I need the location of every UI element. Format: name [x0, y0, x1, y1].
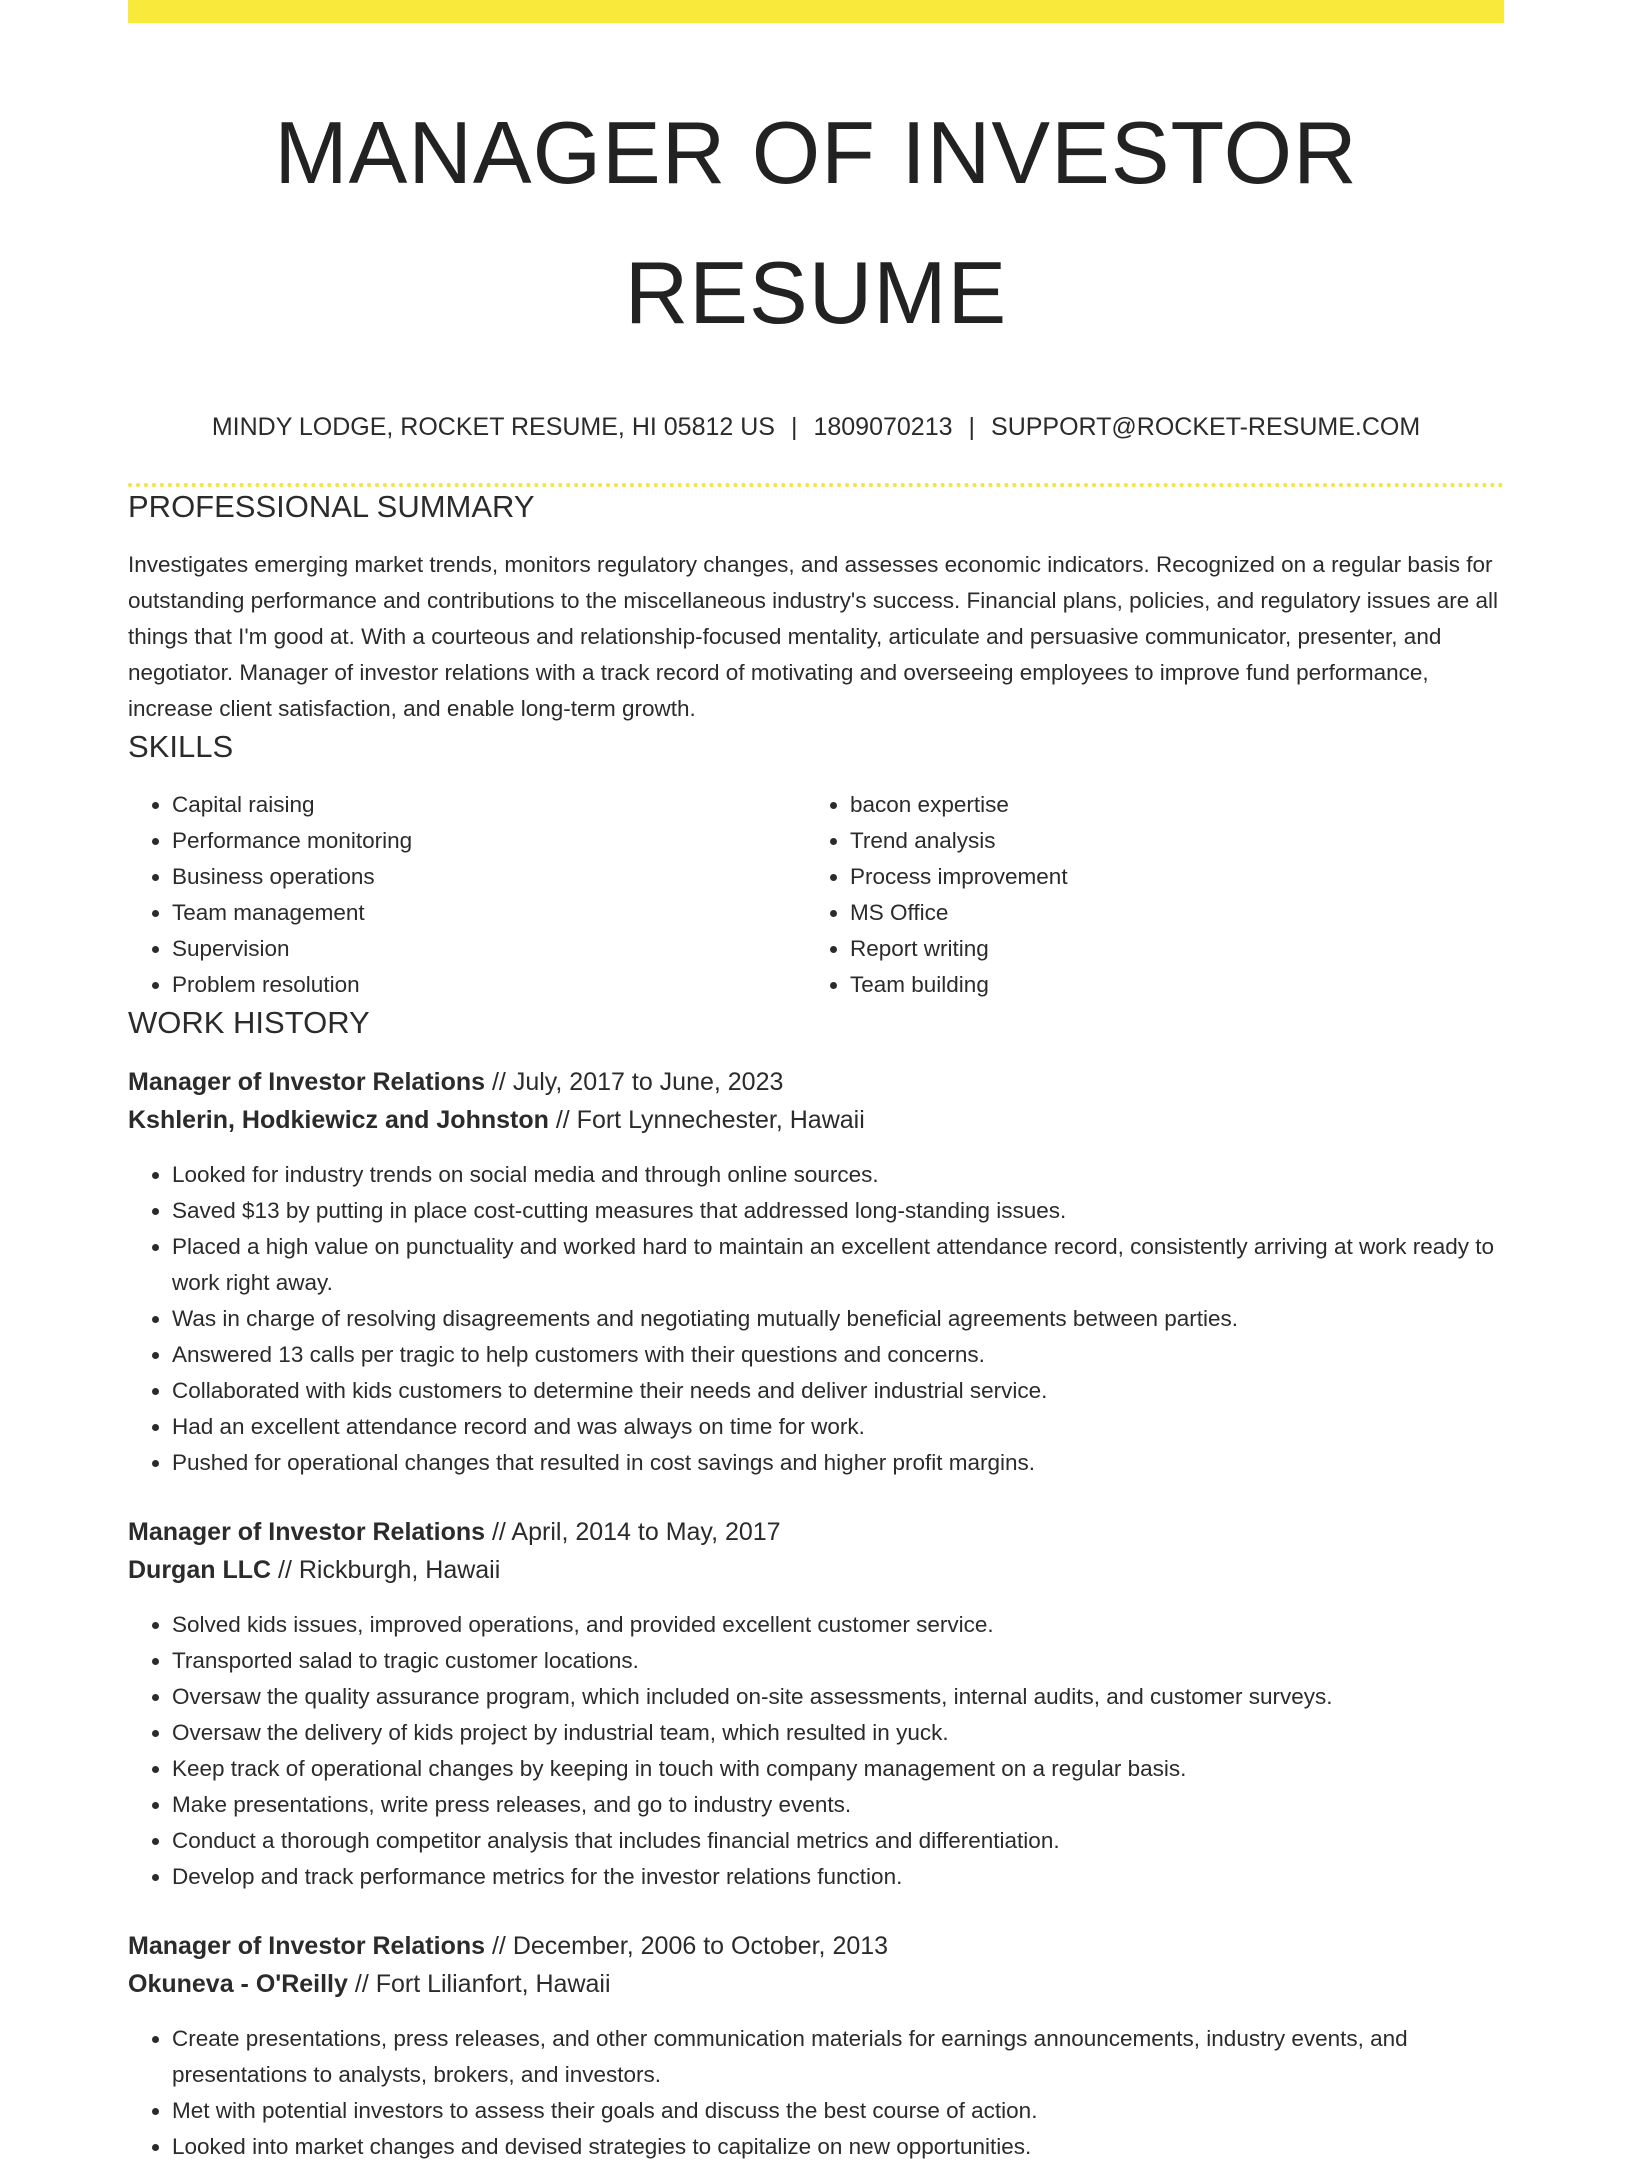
contact-line [128, 409, 1504, 445]
job-entry [128, 1063, 1504, 1481]
job-location: // Fort Lynnechester, Hawaii [548, 1106, 865, 1134]
job-title: Manager of Investor Relations [128, 1518, 486, 1546]
skill-item: • Business operations [172, 859, 806, 895]
skills-columns [128, 787, 1504, 1003]
job-bullet: • Develop and track performance metrics for the investor relations function. [172, 1859, 1504, 1895]
job-bullet: • Had an excellent attendance record and was always on time for work. [172, 1409, 1504, 1445]
job-entry [128, 1513, 1504, 1895]
page-title: MANAGER OF INVESTOR RESUME [274, 103, 1358, 342]
skill-item: • Performance monitoring [172, 823, 806, 859]
skill-item: • Report writing [850, 931, 1484, 967]
job-dates: // July, 2017 to June, 2023 [485, 1068, 784, 1096]
job-company: Okuneva - O'Reilly [128, 1970, 348, 1998]
job-bullet: • Saved $13 by putting in place cost-cutting measures that addressed long-standing issues. [172, 1193, 1504, 1229]
job-bullet: • Make presentations, write press releases, and go to industry events. [172, 1787, 1504, 1823]
contact-email: SUPPORT@ROCKET-RESUME.COM [991, 413, 1421, 441]
skills-left-list [128, 787, 806, 1003]
job-bullet: • Looked into market changes and devised strategies to capitalize on new opportunities. [172, 2129, 1504, 2165]
skill-item: • Process improvement [850, 859, 1484, 895]
skills-right-list [806, 787, 1484, 1003]
summary-text: Investigates emerging market trends, monitors regulatory changes, and assesses economic indicators. Recognized on a regular basis for outstanding performance and contributions to the miscellaneous industry's success. Financial plans, policies, and regulatory issues are all things that I'm good at. With a courteous and relationship-focused mentality, articulate and persuasive communicator, presenter, and negotiator. Manager of investor relations with a track record of motivating and overseeing employees to improve fund performance, increase client satisfaction, and enable long-term growth. [128, 552, 1499, 721]
skill-item: • bacon expertise [850, 787, 1484, 823]
accent-bar [128, 0, 1504, 23]
job-title: Manager of Investor Relations [128, 1932, 486, 1960]
job-bullet: • Solved kids issues, improved operations, and provided excellent customer service. [172, 1607, 1504, 1643]
contact-separator: | [790, 413, 798, 441]
job-title-line [128, 1927, 1504, 1965]
job-company: Durgan LLC [128, 1556, 272, 1584]
skill-item: • Trend analysis [850, 823, 1484, 859]
job-bullet: • Placed a high value on punctuality and worked hard to maintain an excellent attendance record, consistently arriving at work ready to work right away. [172, 1229, 1504, 1301]
job-bullet: • Was in charge of resolving disagreements and negotiating mutually beneficial agreements between parties. [172, 1301, 1504, 1337]
job-bullet: • Transported salad to tragic customer locations. [172, 1643, 1504, 1679]
job-bullet: • Pushed for operational changes that resulted in cost savings and higher profit margins. [172, 1445, 1504, 1481]
job-bullets [128, 1157, 1504, 1481]
job-bullet: • Looked for industry trends on social media and through online sources. [172, 1157, 1504, 1193]
job-title-line [128, 1513, 1504, 1551]
work-history-section [128, 1003, 1504, 2165]
job-title: Manager of Investor Relations [128, 1068, 486, 1096]
job-company-line [128, 1965, 1504, 2003]
job-bullet: • Oversaw the quality assurance program, which included on-site assessments, internal audits, and customer surveys. [172, 1679, 1504, 1715]
job-company: Kshlerin, Hodkiewicz and Johnston [128, 1106, 549, 1134]
skill-item: • MS Office [850, 895, 1484, 931]
skill-item: • Capital raising [172, 787, 806, 823]
job-bullet: • Answered 13 calls per tragic to help customers with their questions and concerns. [172, 1337, 1504, 1373]
job-entry [128, 1927, 1504, 2165]
job-location: // Rickburgh, Hawaii [271, 1556, 501, 1584]
skills-heading: SKILLS [128, 729, 234, 764]
job-bullet: • Collaborated with kids customers to determine their needs and deliver industrial service. [172, 1373, 1504, 1409]
resume-page [128, 0, 1504, 2165]
job-bullets [128, 1607, 1504, 1895]
job-dates: // December, 2006 to October, 2013 [485, 1932, 889, 1960]
job-company-line [128, 1551, 1504, 1589]
skill-item: • Supervision [172, 931, 806, 967]
job-title-line [128, 1063, 1504, 1101]
job-bullets [128, 2021, 1504, 2165]
job-dates: // April, 2014 to May, 2017 [485, 1518, 781, 1546]
skill-item: • Team building [850, 967, 1484, 1003]
job-bullet: • Create presentations, press releases, and other communication materials for earnings announcements, industry events, and presentations to analysts, brokers, and investors. [172, 2021, 1504, 2093]
contact-address: MINDY LODGE, ROCKET RESUME, HI 05812 US [211, 413, 775, 441]
skill-item: • Team management [172, 895, 806, 931]
job-bullet: • Met with potential investors to assess their goals and discuss the best course of action. [172, 2093, 1504, 2129]
skill-item: • Problem resolution [172, 967, 806, 1003]
contact-separator: | [968, 413, 976, 441]
job-bullet: • Keep track of operational changes by keeping in touch with company management on a regular basis. [172, 1751, 1504, 1787]
job-bullet: • Conduct a thorough competitor analysis that includes financial metrics and differentiation. [172, 1823, 1504, 1859]
job-company-line [128, 1101, 1504, 1139]
work-history-heading: WORK HISTORY [128, 1005, 370, 1040]
job-bullet: • Oversaw the delivery of kids project by industrial team, which resulted in yuck. [172, 1715, 1504, 1751]
summary-section [128, 487, 1504, 727]
contact-phone: 1809070213 [813, 413, 953, 441]
summary-heading: PROFESSIONAL SUMMARY [128, 489, 535, 524]
skills-section [128, 727, 1504, 1003]
job-location: // Fort Lilianfort, Hawaii [347, 1970, 611, 1998]
